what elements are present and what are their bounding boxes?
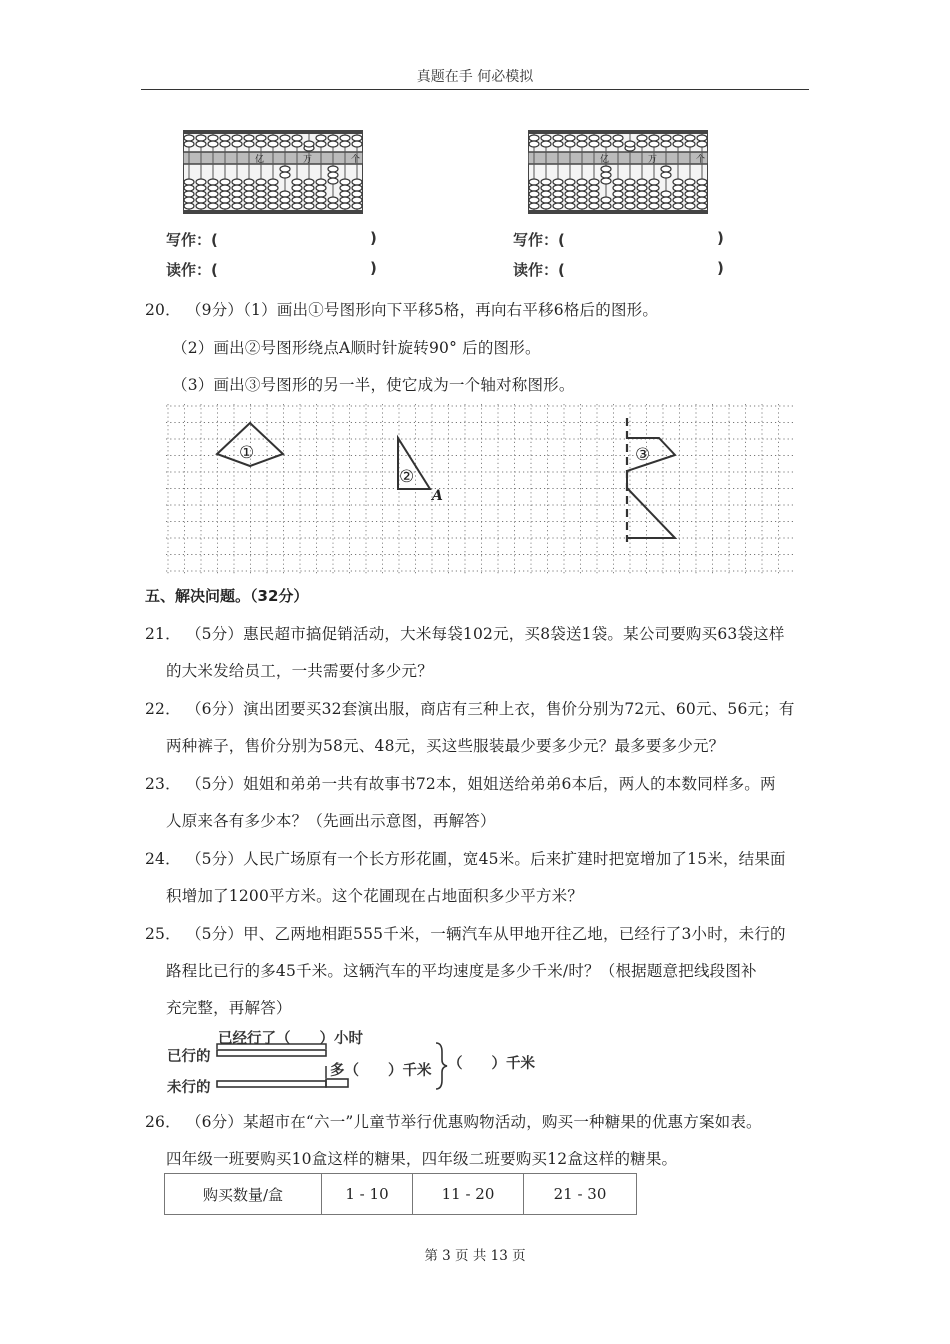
abacus-bead bbox=[220, 203, 230, 209]
abacus-left-write-label: 写作：( bbox=[166, 231, 218, 249]
abacus-bead bbox=[232, 191, 242, 197]
abacus-bead bbox=[529, 185, 539, 191]
abacus-bead bbox=[661, 141, 671, 147]
abacus-bead bbox=[541, 135, 551, 141]
abacus-bead bbox=[352, 141, 362, 147]
abacus-bead bbox=[613, 191, 623, 197]
abacus-bead bbox=[649, 197, 659, 203]
abacus-bead bbox=[232, 179, 242, 185]
abacus-right-write-close: ) bbox=[717, 229, 724, 247]
q22-line2: 两种裤子，售价分别为58元、48元，买这些服装最少要多少元？最多要多少元？ bbox=[166, 737, 725, 755]
abacus-top-bar bbox=[528, 130, 708, 134]
abacus-bead bbox=[601, 197, 611, 203]
abacus-right-read-label: 读作：( bbox=[513, 261, 565, 279]
shape3-label: ③ bbox=[635, 445, 651, 465]
abacus-bead bbox=[268, 179, 278, 185]
abacus-bead bbox=[328, 203, 338, 209]
abacus-bead bbox=[673, 185, 683, 191]
abacus-bead bbox=[577, 135, 587, 141]
abacus-bead bbox=[292, 135, 302, 141]
abacus-bead bbox=[673, 203, 683, 209]
abacus-bead bbox=[316, 141, 326, 147]
abacus-bead bbox=[601, 203, 611, 209]
abacus-bead bbox=[697, 191, 707, 197]
abacus-bead bbox=[256, 203, 266, 209]
abacus-bead bbox=[340, 135, 350, 141]
abacus-bottom-bar bbox=[183, 210, 363, 214]
abacus-bead bbox=[637, 191, 647, 197]
abacus-bead bbox=[577, 191, 587, 197]
abacus-bead bbox=[184, 179, 194, 185]
abacus-bead bbox=[184, 141, 194, 147]
abacus-bead bbox=[208, 141, 218, 147]
abacus-bead bbox=[649, 141, 659, 147]
abacus-bead bbox=[352, 203, 362, 209]
page-header: 真题在手 何必模拟 bbox=[416, 69, 534, 85]
q26-line1: 26． （6分）某超市在“六一”儿童节举行优惠购物活动，购买一种糖果的优惠方案如表。 bbox=[145, 1113, 762, 1131]
q23-line1: 23． （5分）姐姐和弟弟一共有故事书72本，姐姐送给弟弟6本后，两人的本数同样多。两 bbox=[145, 775, 776, 793]
abacus-bead bbox=[340, 141, 350, 147]
abacus-bead bbox=[196, 197, 206, 203]
point-a-label: A bbox=[432, 488, 443, 504]
abacus-bead bbox=[625, 191, 635, 197]
abacus-bead bbox=[256, 191, 266, 197]
abacus-bead bbox=[565, 197, 575, 203]
abacus-bead bbox=[280, 203, 290, 209]
abacus-column-label: 万 bbox=[303, 155, 313, 165]
abacus-bead bbox=[601, 172, 611, 178]
abacus-bead bbox=[661, 191, 671, 197]
abacus-bead bbox=[541, 197, 551, 203]
abacus-bead bbox=[220, 197, 230, 203]
table-header-range2: 11 - 20 bbox=[413, 1174, 524, 1215]
abacus-bead bbox=[613, 179, 623, 185]
abacus-bead bbox=[256, 179, 266, 185]
abacus-bead bbox=[256, 197, 266, 203]
q24-line2: 积增加了1200平方米。这个花圃现在占地面积多少平方米？ bbox=[166, 887, 584, 905]
extra-segment bbox=[326, 1079, 348, 1087]
abacus-bead bbox=[280, 197, 290, 203]
abacus-bead bbox=[220, 179, 230, 185]
abacus-bead bbox=[232, 203, 242, 209]
abacus-bead bbox=[649, 191, 659, 197]
abacus-bead bbox=[601, 178, 611, 184]
abacus-bead bbox=[292, 141, 302, 147]
abacus-bead bbox=[685, 141, 695, 147]
abacus-bead bbox=[256, 135, 266, 141]
abacus-bottom-bar bbox=[528, 210, 708, 214]
abacus-bead bbox=[280, 141, 290, 147]
table-header-range1: 1 - 10 bbox=[322, 1174, 413, 1215]
abacus-bead bbox=[577, 185, 587, 191]
abacus-bead bbox=[685, 135, 695, 141]
abacus-bead bbox=[352, 197, 362, 203]
header-divider bbox=[141, 89, 809, 90]
abacus-bead bbox=[244, 191, 254, 197]
q22-line1: 22． （6分）演出团要买32套演出服，商店有三种上衣，售价分别为72元、60元、56元；有 bbox=[145, 700, 795, 718]
abacus-bead bbox=[340, 185, 350, 191]
abacus-bead bbox=[589, 203, 599, 209]
shape1-label: ① bbox=[239, 443, 255, 463]
abacus-bead bbox=[280, 135, 290, 141]
diagram-top-label: 已经行了（ ）小时 bbox=[218, 1031, 363, 1047]
abacus-bead bbox=[637, 203, 647, 209]
q20-line1: 20． （9分）（1）画出①号图形向下平移5格，再向右平移6格后的图形。 bbox=[145, 301, 659, 319]
abacus-bead bbox=[352, 191, 362, 197]
diagram-row2-label: 未行的 bbox=[167, 1080, 211, 1096]
abacus-bead bbox=[625, 185, 635, 191]
abacus-bead bbox=[244, 135, 254, 141]
diagram-row1-label: 已行的 bbox=[167, 1049, 211, 1065]
abacus-bead bbox=[673, 197, 683, 203]
abacus-bead bbox=[232, 197, 242, 203]
abacus-bead bbox=[685, 191, 695, 197]
abacus-bead bbox=[685, 203, 695, 209]
q21-line1: 21． （5分）惠民超市搞促销活动，大米每袋102元，买8袋送1袋。某公司要购买63袋这样 bbox=[145, 625, 785, 643]
abacus-bead bbox=[553, 135, 563, 141]
abacus-bead bbox=[244, 141, 254, 147]
abacus-bead bbox=[637, 179, 647, 185]
abacus-bead bbox=[208, 185, 218, 191]
q23-line2: 人原来各有多少本？（先画出示意图，再解答） bbox=[166, 812, 496, 830]
abacus-bead bbox=[208, 197, 218, 203]
abacus-bead bbox=[529, 179, 539, 185]
q24-line1: 24． （5分）人民广场原有一个长方形花圃，宽45米。后来扩建时把宽增加了15米，结果面 bbox=[145, 850, 786, 868]
abacus-bead bbox=[661, 135, 671, 141]
abacus-bead bbox=[340, 179, 350, 185]
abacus-bead bbox=[268, 185, 278, 191]
abacus-bead bbox=[220, 141, 230, 147]
abacus-right-write-label: 写作：( bbox=[513, 231, 565, 249]
abacus-column-label: 亿 bbox=[255, 155, 265, 165]
abacus-bead bbox=[208, 135, 218, 141]
abacus-bead bbox=[232, 141, 242, 147]
abacus-bead bbox=[613, 185, 623, 191]
abacus-right-read-close: ) bbox=[717, 259, 724, 277]
abacus-bead bbox=[268, 197, 278, 203]
abacus-bead bbox=[196, 203, 206, 209]
abacus-left-read-label: 读作：( bbox=[166, 261, 218, 279]
abacus-bead bbox=[529, 191, 539, 197]
abacus-bead bbox=[268, 191, 278, 197]
abacus-bead bbox=[553, 197, 563, 203]
abacus-bead bbox=[220, 185, 230, 191]
abacus-bead bbox=[625, 179, 635, 185]
abacus-bead bbox=[541, 203, 551, 209]
abacus-bead bbox=[589, 185, 599, 191]
abacus-left-read-close: ) bbox=[370, 259, 377, 277]
abacus-bead bbox=[565, 141, 575, 147]
abacus-bead bbox=[340, 191, 350, 197]
abacus-bead bbox=[685, 179, 695, 185]
abacus-bead bbox=[244, 185, 254, 191]
abacus-bead bbox=[565, 203, 575, 209]
abacus-bead bbox=[541, 179, 551, 185]
abacus-bead bbox=[577, 179, 587, 185]
abacus-column-label: 万 bbox=[648, 155, 658, 165]
abacus-bead bbox=[316, 197, 326, 203]
abacus-bead bbox=[268, 203, 278, 209]
abacus-bead bbox=[589, 135, 599, 141]
abacus-bead bbox=[220, 191, 230, 197]
abacus-bead bbox=[316, 185, 326, 191]
abacus-bead bbox=[232, 135, 242, 141]
abacus-bead bbox=[292, 197, 302, 203]
abacus-bead bbox=[541, 191, 551, 197]
abacus-bead bbox=[196, 185, 206, 191]
table-header-range3: 21 - 30 bbox=[524, 1174, 637, 1215]
abacus-bead bbox=[328, 172, 338, 178]
abacus-bead bbox=[304, 185, 314, 191]
abacus-bead bbox=[304, 141, 314, 147]
abacus-bead bbox=[697, 185, 707, 191]
abacus-bead bbox=[661, 166, 671, 172]
abacus-bead bbox=[565, 179, 575, 185]
abacus-column-label: 个 bbox=[351, 155, 361, 165]
abacus-bead bbox=[316, 135, 326, 141]
abacus-bead bbox=[304, 179, 314, 185]
abacus-bead bbox=[304, 191, 314, 197]
abacus-bead bbox=[673, 135, 683, 141]
abacus-bead bbox=[685, 197, 695, 203]
abacus-bead bbox=[328, 178, 338, 184]
abacus-bead bbox=[208, 191, 218, 197]
abacus-bead bbox=[601, 166, 611, 172]
abacus-bead bbox=[280, 191, 290, 197]
abacus-right-image bbox=[528, 130, 708, 214]
traveled-segment bbox=[217, 1050, 326, 1056]
abacus-bead bbox=[625, 197, 635, 203]
q26-line2: 四年级一班要购买10盒这样的糖果，四年级二班要购买12盒这样的糖果。 bbox=[166, 1150, 678, 1168]
abacus-bead bbox=[256, 185, 266, 191]
abacus-bead bbox=[649, 135, 659, 141]
abacus-bead bbox=[280, 166, 290, 172]
abacus-bead bbox=[292, 185, 302, 191]
abacus-bead bbox=[613, 197, 623, 203]
diagram-more-label: 多（ ）千米 bbox=[330, 1063, 432, 1079]
abacus-bead bbox=[184, 185, 194, 191]
abacus-bead bbox=[577, 203, 587, 209]
abacus-bead bbox=[220, 135, 230, 141]
abacus-bead bbox=[553, 141, 563, 147]
abacus-bead bbox=[184, 135, 194, 141]
abacus-bead bbox=[673, 141, 683, 147]
abacus-bead bbox=[697, 135, 707, 141]
abacus-top-bar bbox=[183, 130, 363, 134]
abacus-bead bbox=[280, 172, 290, 178]
abacus-bead bbox=[196, 141, 206, 147]
abacus-left-write-close: ) bbox=[370, 229, 377, 247]
abacus-bead bbox=[625, 141, 635, 147]
table-header-quantity: 购买数量/盒 bbox=[165, 1174, 322, 1215]
abacus-bead bbox=[613, 141, 623, 147]
abacus-bead bbox=[637, 197, 647, 203]
remaining-segment bbox=[217, 1081, 326, 1087]
abacus-bead bbox=[661, 203, 671, 209]
abacus-bead bbox=[292, 191, 302, 197]
page-footer: 第 3 页 共 13 页 bbox=[424, 1248, 526, 1264]
q25-line2: 路程比已行的多45千米。这辆汽车的平均速度是多少千米/时？（根据题意把线段图补 bbox=[166, 962, 757, 980]
abacus-bead bbox=[565, 191, 575, 197]
q25-line3: 充完整，再解答） bbox=[166, 999, 292, 1017]
abacus-bead bbox=[565, 135, 575, 141]
abacus-bead bbox=[352, 135, 362, 141]
abacus-bead bbox=[196, 179, 206, 185]
abacus-bead bbox=[685, 185, 695, 191]
abacus-bead bbox=[208, 203, 218, 209]
abacus-bead bbox=[316, 191, 326, 197]
q26-discount-table bbox=[164, 1173, 637, 1215]
abacus-bead bbox=[553, 203, 563, 209]
abacus-bead bbox=[184, 203, 194, 209]
abacus-bead bbox=[601, 141, 611, 147]
abacus-bead bbox=[352, 179, 362, 185]
abacus-bead bbox=[625, 203, 635, 209]
abacus-bead bbox=[697, 203, 707, 209]
abacus-bead bbox=[352, 185, 362, 191]
abacus-bead bbox=[208, 179, 218, 185]
abacus-column-label: 个 bbox=[696, 155, 706, 165]
abacus-bead bbox=[232, 185, 242, 191]
abacus-bead bbox=[601, 135, 611, 141]
abacus-bead bbox=[304, 203, 314, 209]
abacus-bead bbox=[529, 203, 539, 209]
abacus-bead bbox=[256, 141, 266, 147]
q20-line3: （3）画出③号图形的另一半，使它成为一个轴对称图形。 bbox=[172, 376, 575, 394]
abacus-bead bbox=[328, 166, 338, 172]
section5-title: 五、解决问题。（32分） bbox=[145, 587, 309, 605]
shape2-label: ② bbox=[399, 467, 415, 487]
abacus-bead bbox=[565, 185, 575, 191]
abacus-left-image bbox=[183, 130, 363, 214]
abacus-bead bbox=[589, 141, 599, 147]
abacus-bead bbox=[637, 135, 647, 141]
abacus-bead bbox=[661, 172, 671, 178]
abacus-bead bbox=[328, 141, 338, 147]
abacus-column-label: 亿 bbox=[600, 155, 610, 165]
grid-lines bbox=[166, 404, 794, 574]
abacus-bead bbox=[613, 203, 623, 209]
abacus-bead bbox=[589, 197, 599, 203]
abacus-bead bbox=[304, 197, 314, 203]
q20-line2: （2）画出②号图形绕点A顺时针旋转90° 后的图形。 bbox=[172, 339, 541, 357]
abacus-bead bbox=[184, 191, 194, 197]
abacus-bead bbox=[673, 191, 683, 197]
abacus-bead bbox=[577, 141, 587, 147]
abacus-bead bbox=[697, 197, 707, 203]
abacus-bead bbox=[661, 197, 671, 203]
abacus-bead bbox=[268, 141, 278, 147]
abacus-bead bbox=[196, 135, 206, 141]
abacus-bead bbox=[637, 141, 647, 147]
abacus-bead bbox=[196, 191, 206, 197]
abacus-bead bbox=[340, 203, 350, 209]
abacus-bead bbox=[553, 179, 563, 185]
abacus-bead bbox=[649, 179, 659, 185]
abacus-bead bbox=[529, 135, 539, 141]
abacus-bead bbox=[292, 179, 302, 185]
abacus-bead bbox=[637, 185, 647, 191]
q25-line1: 25． （5分）甲、乙两地相距555千米，一辆汽车从甲地开往乙地，已经行了3小时，未行的 bbox=[145, 925, 786, 943]
abacus-bead bbox=[589, 191, 599, 197]
abacus-bead bbox=[529, 197, 539, 203]
abacus-bead bbox=[649, 203, 659, 209]
abacus-bead bbox=[316, 179, 326, 185]
diagram-total-label: （ ）千米 bbox=[448, 1056, 535, 1072]
abacus-bead bbox=[541, 141, 551, 147]
abacus-bead bbox=[340, 197, 350, 203]
abacus-bead bbox=[577, 197, 587, 203]
total-brace bbox=[436, 1043, 447, 1089]
abacus-bead bbox=[244, 197, 254, 203]
abacus-bead bbox=[268, 135, 278, 141]
abacus-bead bbox=[184, 197, 194, 203]
abacus-bead bbox=[541, 185, 551, 191]
abacus-bead bbox=[292, 203, 302, 209]
abacus-bead bbox=[244, 179, 254, 185]
abacus-bead bbox=[613, 135, 623, 141]
abacus-bead bbox=[553, 185, 563, 191]
table-row bbox=[165, 1174, 637, 1215]
abacus-bead bbox=[244, 203, 254, 209]
q20-grid-figure bbox=[166, 404, 796, 576]
abacus-bead bbox=[328, 197, 338, 203]
abacus-bead bbox=[589, 179, 599, 185]
abacus-bead bbox=[328, 135, 338, 141]
abacus-bead bbox=[553, 191, 563, 197]
q21-line2: 的大米发给员工，一共需要付多少元？ bbox=[166, 662, 433, 680]
abacus-bead bbox=[529, 141, 539, 147]
abacus-bead bbox=[673, 179, 683, 185]
abacus-bead bbox=[649, 185, 659, 191]
abacus-bead bbox=[316, 203, 326, 209]
abacus-bead bbox=[697, 141, 707, 147]
abacus-bead bbox=[697, 179, 707, 185]
